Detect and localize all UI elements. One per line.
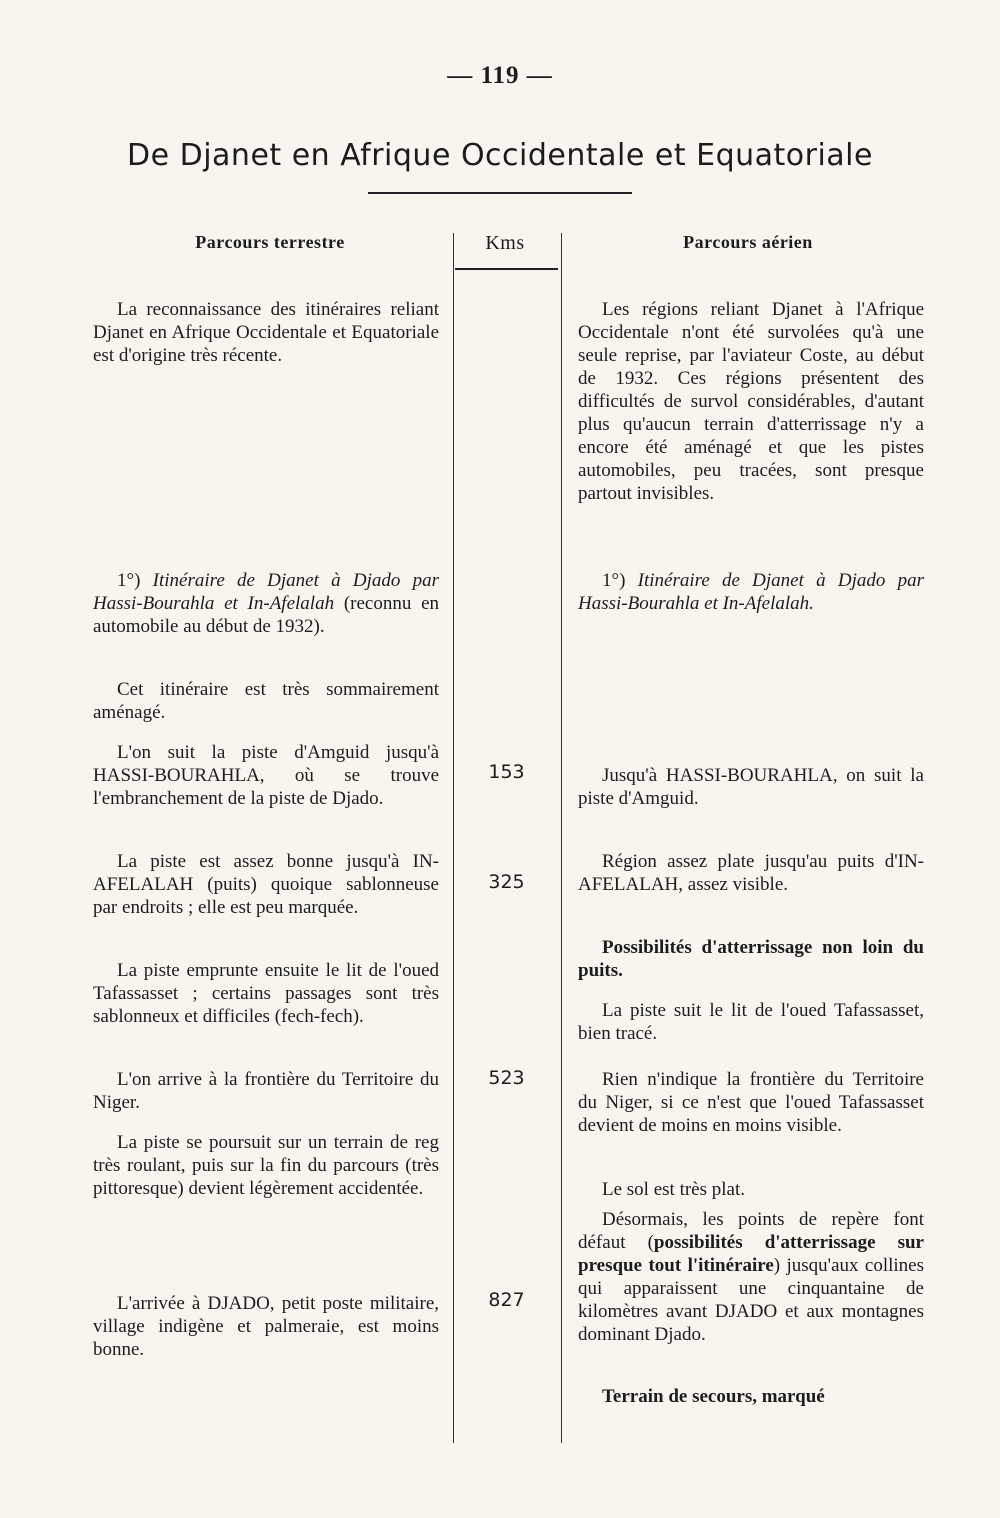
- header-kms: Kms: [485, 232, 525, 254]
- km-value: 325: [488, 871, 525, 893]
- left-intro: La reconnaissance des itinéraires reliant Djanet en Afrique Occidentale et Equatoriale est d'origine très récente.: [93, 299, 439, 366]
- right-possibilites: Possibilités d'atterrissage non loin du puits.: [578, 937, 924, 981]
- left-piste-bonne: La piste est assez bonne jusqu'à IN-AFELALAH (puits) quoique sablonneuse par endroits ; elle est peu marquée.: [93, 851, 439, 918]
- left-itinerary-note: (reconnu en automobile au début de 1932).: [93, 593, 440, 637]
- left-djado: L'arrivée à DJADO, petit poste militaire, village indigène et palmeraie, est moins bonne.: [93, 1293, 439, 1360]
- km-value: 523: [488, 1067, 525, 1089]
- left-itinerary-title: Itinéraire de Djanet à Djado par Hassi-Bourahla et In-Afelalah: [93, 570, 439, 614]
- right-itinerary-number: 1°): [602, 570, 626, 591]
- right-terrain-secours: Terrain de secours, marqué: [602, 1386, 825, 1407]
- right-bourahla: Jusqu'à HASSI-BOURAHLA, on suit la piste d'Amguid.: [578, 765, 924, 809]
- page-title: De Djanet en Afrique Occidentale et Equatoriale: [127, 138, 873, 173]
- header-parcours-terrestre: Parcours terrestre: [195, 232, 345, 252]
- page-number: — 119 —: [447, 62, 553, 89]
- right-sol-plat: Le sol est très plat.: [602, 1179, 745, 1200]
- left-itinerary-number: 1°): [117, 570, 141, 591]
- header-parcours-aerien: Parcours aérien: [683, 232, 813, 252]
- left-amguid: L'on suit la piste d'Amguid jusqu'à HASSI-BOURAHLA, où se trouve l'embranchement de la piste de Djado.: [93, 742, 439, 809]
- left-itinerary: [93, 569, 439, 638]
- column-divider-right: [561, 233, 562, 1443]
- column-divider-left: [453, 233, 454, 1443]
- right-desormais-bold: possibilités d'atterrissage sur presque tout l'itinéraire: [578, 1232, 924, 1276]
- right-desormais: [578, 1208, 924, 1346]
- right-desormais-end: ) jusqu'aux collines qui apparaissent une cinquantaine de kilomètres avant DJADO et aux montagnes dominant Djado.: [578, 1255, 924, 1345]
- left-oued: La piste emprunte ensuite le lit de l'oued Tafassasset ; certains passages sont très sablonneux et difficiles (fech-fech).: [93, 960, 439, 1027]
- right-desormais-start: Désormais, les points de repère font défaut (: [578, 1209, 924, 1253]
- right-lit-oued: La piste suit le lit de l'oued Tafassasset, bien tracé.: [578, 1000, 924, 1044]
- kms-header-rule: [455, 268, 558, 270]
- right-region-plate: Région assez plate jusqu'au puits d'IN-AFELALAH, assez visible.: [578, 851, 924, 895]
- left-amenage: Cet itinéraire est très sommairement aménagé.: [93, 679, 439, 723]
- km-value: 153: [488, 761, 525, 783]
- right-intro: Les régions reliant Djanet à l'Afrique Occidentale n'ont été survolées qu'à une seule reprise, par l'aviateur Coste, au début de 1932. Ces régions présentent des difficultés de survol considérables, d'autant plus qu'aucun terrain d'atterrissage n'y a encore été aménagé et que les pistes automobiles, peu tracées, sont presque partout invisibles.: [578, 299, 924, 504]
- left-reg: La piste se poursuit sur un terrain de reg très roulant, puis sur la fin du parcours (très pittoresque) devient légèrement accidentée.: [93, 1132, 439, 1199]
- km-value: 827: [488, 1289, 525, 1311]
- left-frontiere: L'on arrive à la frontière du Territoire du Niger.: [93, 1069, 439, 1113]
- right-itinerary: [578, 569, 924, 615]
- right-itinerary-title: Itinéraire de Djanet à Djado par Hassi-Bourahla et In-Afelalah.: [578, 570, 924, 614]
- right-frontiere: Rien n'indique la frontière du Territoire du Niger, si ce n'est que l'oued Tafassasset devient de moins en moins visible.: [578, 1069, 924, 1136]
- title-rule: [368, 192, 632, 194]
